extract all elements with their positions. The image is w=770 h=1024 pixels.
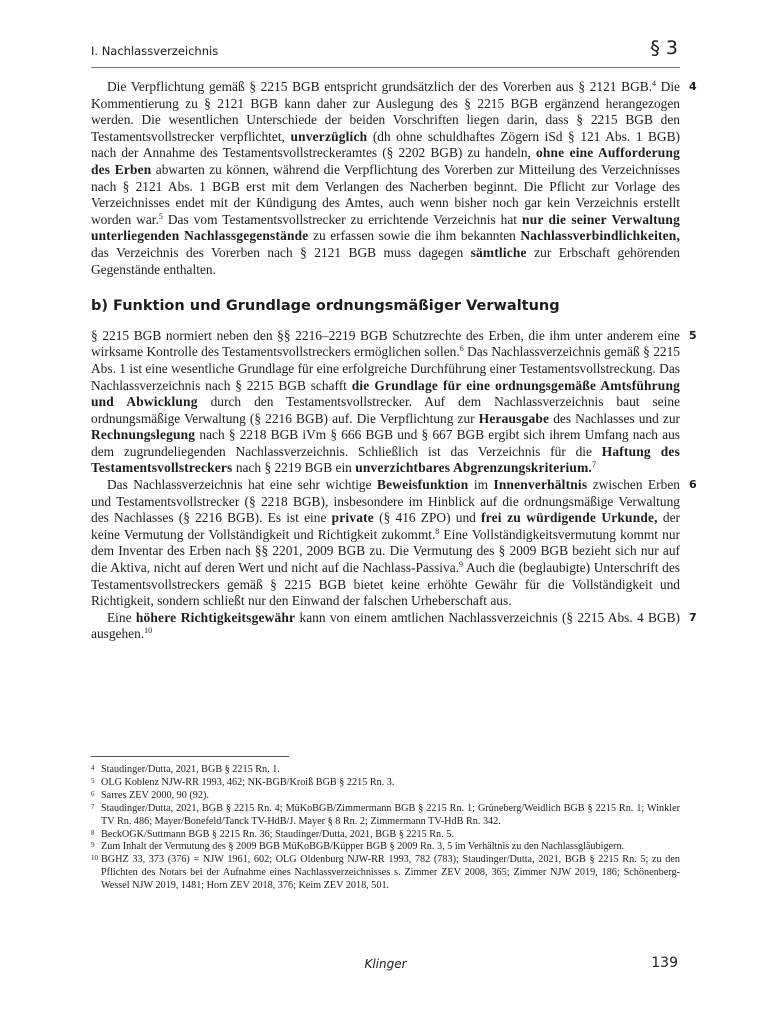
p7-text-2: kann von einem amtlichen Nachlassverzeichnis (§ 2215 Abs. 4 BGB) ausgehen. [91, 609, 681, 642]
footnote [91, 854, 680, 893]
footnote-text: Sarres ZEV 2000, 90 (92). [101, 789, 209, 801]
footnote-text: Zum Inhalt der Vermutung des § 2009 BGB MüKoBGB/Küpper BGB § 2009 Rn. 3, 5 im Verhältnis zu den Nachlassgläubigern. [101, 841, 625, 853]
margin-number-5: 5 [689, 328, 697, 342]
p4-text-6: zu erfassen sowie die ihm bekannten [308, 228, 521, 244]
p6-text-5: der keine Vermutung der Vollständigkeit und Richtigkeit zukommt. [91, 510, 681, 542]
page-number: 139 [651, 955, 678, 971]
p4-bold-4: Nachlassverbindlichkeiten, [520, 228, 680, 244]
footnote-number: 4 [91, 764, 95, 772]
footnote-text: OLG Koblenz NJW-RR 1993, 462; NK-BGB/Kroiß BGB § 2215 Rn. 3. [101, 776, 395, 788]
footnote [91, 828, 680, 842]
main-text [91, 79, 697, 643]
p6-text-4: (§ 416 ZPO) und [373, 510, 482, 526]
footnote [91, 802, 680, 829]
footnote-number: 6 [91, 789, 95, 798]
footnote-number: 5 [91, 776, 95, 785]
section-title: I. Nachlassverzeichnis [91, 44, 219, 58]
footnote-number: 9 [91, 841, 95, 850]
footnote [91, 776, 680, 790]
footnote-divider [91, 756, 289, 757]
p6-text-1: Das Nachlassverzeichnis hat eine sehr wichtige [107, 477, 378, 493]
running-head [91, 37, 680, 68]
paragraph-7 [91, 609, 697, 643]
p7-bold-1: höhere Richtigkeitsgewähr [135, 609, 296, 625]
footnote-ref-4: 4 [652, 79, 657, 88]
footnote [91, 789, 680, 803]
footnote-text: Staudinger/Dutta, 2021, BGB § 2215 Rn. 1. [101, 764, 280, 775]
page-footer [91, 955, 680, 975]
p4-text-7: das Verzeichnis des Vorerben nach § 2121 BGB muss dagegen [91, 244, 471, 260]
footnotes [91, 764, 680, 893]
p5-text-5: nach § 2218 BGB iVm § 666 BGB und § 667 BGB ergibt sich ihrem Umfang nach aus dem zugrundeliegenden Nachlassverzeichnis. Schließlich ist das Verzeichnis für die [91, 427, 680, 459]
p6-bold-2: Innenverhältnis [493, 477, 588, 493]
chapter-number: § 3 [650, 37, 678, 59]
p6-text-3: zwischen Erben und Testamentsvollstrecker (§ 2218 BGB), insbesondere im Hinblick auf die ordnungsmäßige Verwaltung des Nachlasses (§ 2216 BGB). Es ist eine [91, 477, 680, 526]
margin-number-4: 4 [689, 80, 697, 93]
paragraph-4 [91, 79, 697, 278]
p5-text-6: nach § 2219 BGB ein [232, 460, 356, 476]
p6-bold-3: private [331, 510, 374, 526]
p4-bold-3: nur die seiner Verwaltung unterliegenden Nachlassgegenstände [91, 211, 680, 244]
margin-number-7: 7 [689, 610, 697, 624]
p5-bold-4: Haftung des Testamentsvollstreckers [91, 443, 680, 476]
footnote [91, 841, 680, 854]
p5-text-1: § 2215 BGB normiert neben den §§ 2216–2219 BGB Schutzrechte des Erben, die ihm unter anderem eine wirksame Kontrolle des Testamentsvollstreckers ermöglichen sollen. [91, 327, 680, 360]
footnote-number: 10 [91, 854, 98, 863]
p4-text-2: Die Kommentierung zu § 2121 BGB kann daher zur Auslegung des § 2215 BGB ergänzend herangezogen werden. Die wesentlichen Unterschiede der beiden Vorschriften liegen darin, dass § 2215 BGB den Testamentsvollstrecker verpflichtet, [91, 79, 681, 144]
subheading: b) Funktion und Grundlage ordnungsmäßiger Verwaltung [91, 298, 560, 315]
author-name: Klinger [364, 957, 407, 971]
p5-text-4: des Nachlasses und zur [549, 410, 681, 426]
p5-bold-5: unverzichtbares Abgrenzungskriterium. [355, 460, 592, 476]
paragraph-5 [91, 327, 697, 477]
footnote-number: 8 [91, 828, 95, 837]
p6-bold-4: frei zu würdigende Urkunde, [481, 510, 658, 526]
p5-text-2: Das Nachlassverzeichnis gemäß § 2215 Abs. 1 ist eine wesentliche Grundlage für eine erfolgreiche Durchführung einer Testamentsvollstreckung. Das Nachlassverzeichnis nach § 2215 BGB schafft [91, 344, 680, 393]
p5-text-3: durch den Testamentsvollstrecker. Auf dem Nachlassverzeichnis baut seine ordnungsmäßige Verwaltung (§ 2216 BGB) auf. Die Verpflichtung zur [91, 394, 680, 426]
p4-bold-2: ohne eine Aufforderung des Erben [91, 145, 680, 177]
p6-bold-1: Beweisfunktion [377, 477, 469, 493]
p4-bold-1: unverzüglich [290, 128, 368, 144]
p4-text-5: Das vom Testamentsvollstrecker zu errichtende Verzeichnis hat [162, 211, 523, 227]
footnote-ref-10: 10 [144, 626, 153, 636]
footnote-text: BGHZ 33, 373 (376) = NJW 1961, 602; OLG Oldenburg NJW-RR 1993, 782 (783); Staudinger/Dutta, 2021, BGB § 2215 Rn. 5; zu den Pflichten des Notars bei der Aufnahme eines Nachlassverzeichnisses s. Zimmer ZEV 2008, 365; Zimmer NJW 2019, 186; Schönenberg-Wessel NJW 2019, 1481; Horn ZEV 2018, 376; Keim ZEV 2018, 501. [101, 854, 680, 892]
p6-text-2: im [468, 477, 494, 493]
p4-text-1: Die Verpflichtung gemäß § 2215 BGB entspricht grundsätzlich der des Vorerben aus § 2121 BGB. [107, 79, 653, 94]
footnote-ref-7: 7 [591, 460, 596, 470]
p4-text-4: abwarten zu können, während die Verpflichtung des Vorerben zur Mitteilung des Verzeichnisses nach § 2121 Abs. 1 BGB erst mit dem Verlangen des Nacherben beginnt. Die Pflicht zur Vorlage des Verzeichnisses endet mit der Kündigung des Amtes, auch wenn bisher noch gar kein Verzeichnis erstellt worden war. [91, 161, 680, 227]
footnote-text: BeckOGK/Suttmann BGB § 2215 Rn. 36; Staudinger/Dutta, 2021, BGB § 2215 Rn. 5. [101, 828, 454, 840]
paragraph-6 [91, 477, 697, 610]
p5-bold-1: die Grundlage für eine ordnungsgemäße Amtsführung und Abwicklung [91, 377, 680, 410]
footnote [91, 764, 680, 777]
footnote-text: Staudinger/Dutta, 2021, BGB § 2215 Rn. 4; MüKoBGB/Zimmermann BGB § 2215 Rn. 1; Grüneberg/Weidlich BGB § 2215 Rn. 1; Winkler TV Rn. 486; Mayer/Bonefeld/Tanck TV-HdB/J. Mayer § 8 Rn. 2; Zimmermann TV-HdB Rn. 342. [101, 802, 680, 827]
footnote-ref-6: 6 [459, 344, 464, 354]
p6-text-6: Eine Vollständigkeitsvermutung kommt nur dem Inventar des Erben nach §§ 2201, 2009 BGB zu. Die Vermutung des § 2009 BGB bezieht sich nur auf die Aktiva, nicht auf deren Wert und nicht auf die Nachlass-Passiva. [91, 526, 680, 576]
p5-bold-2: Herausgabe [478, 410, 550, 426]
footnote-ref-9: 9 [459, 560, 463, 570]
p6-text-7: Auch die (beglaubigte) Unterschrift des Testamentsvollstreckers gemäß § 2215 BGB bietet keine erhöhte Gewähr für die Vollständigkeit und Richtigkeit, sondern schließt nur den Einwand der falschen Urheberschaft aus. [91, 560, 680, 609]
footnote-ref-5: 5 [158, 211, 163, 221]
footnote-ref-8: 8 [435, 526, 440, 536]
p4-text-3: (dh ohne schuldhaftes Zögern iSd § 121 Abs. 1 BGB) nach der Annahme des Testamentsvollstreckeramtes (§ 2202 BGB) zu handeln, [91, 128, 680, 161]
footnote-number: 7 [91, 802, 95, 811]
p4-text-8: zur Erbschaft gehörenden Gegenstände enthalten. [91, 244, 680, 277]
margin-number-6: 6 [689, 478, 697, 492]
p7-text-1: Eine [107, 609, 136, 625]
p4-bold-5: sämtliche [470, 244, 527, 260]
p5-bold-3: Rechnungslegung [91, 427, 196, 443]
